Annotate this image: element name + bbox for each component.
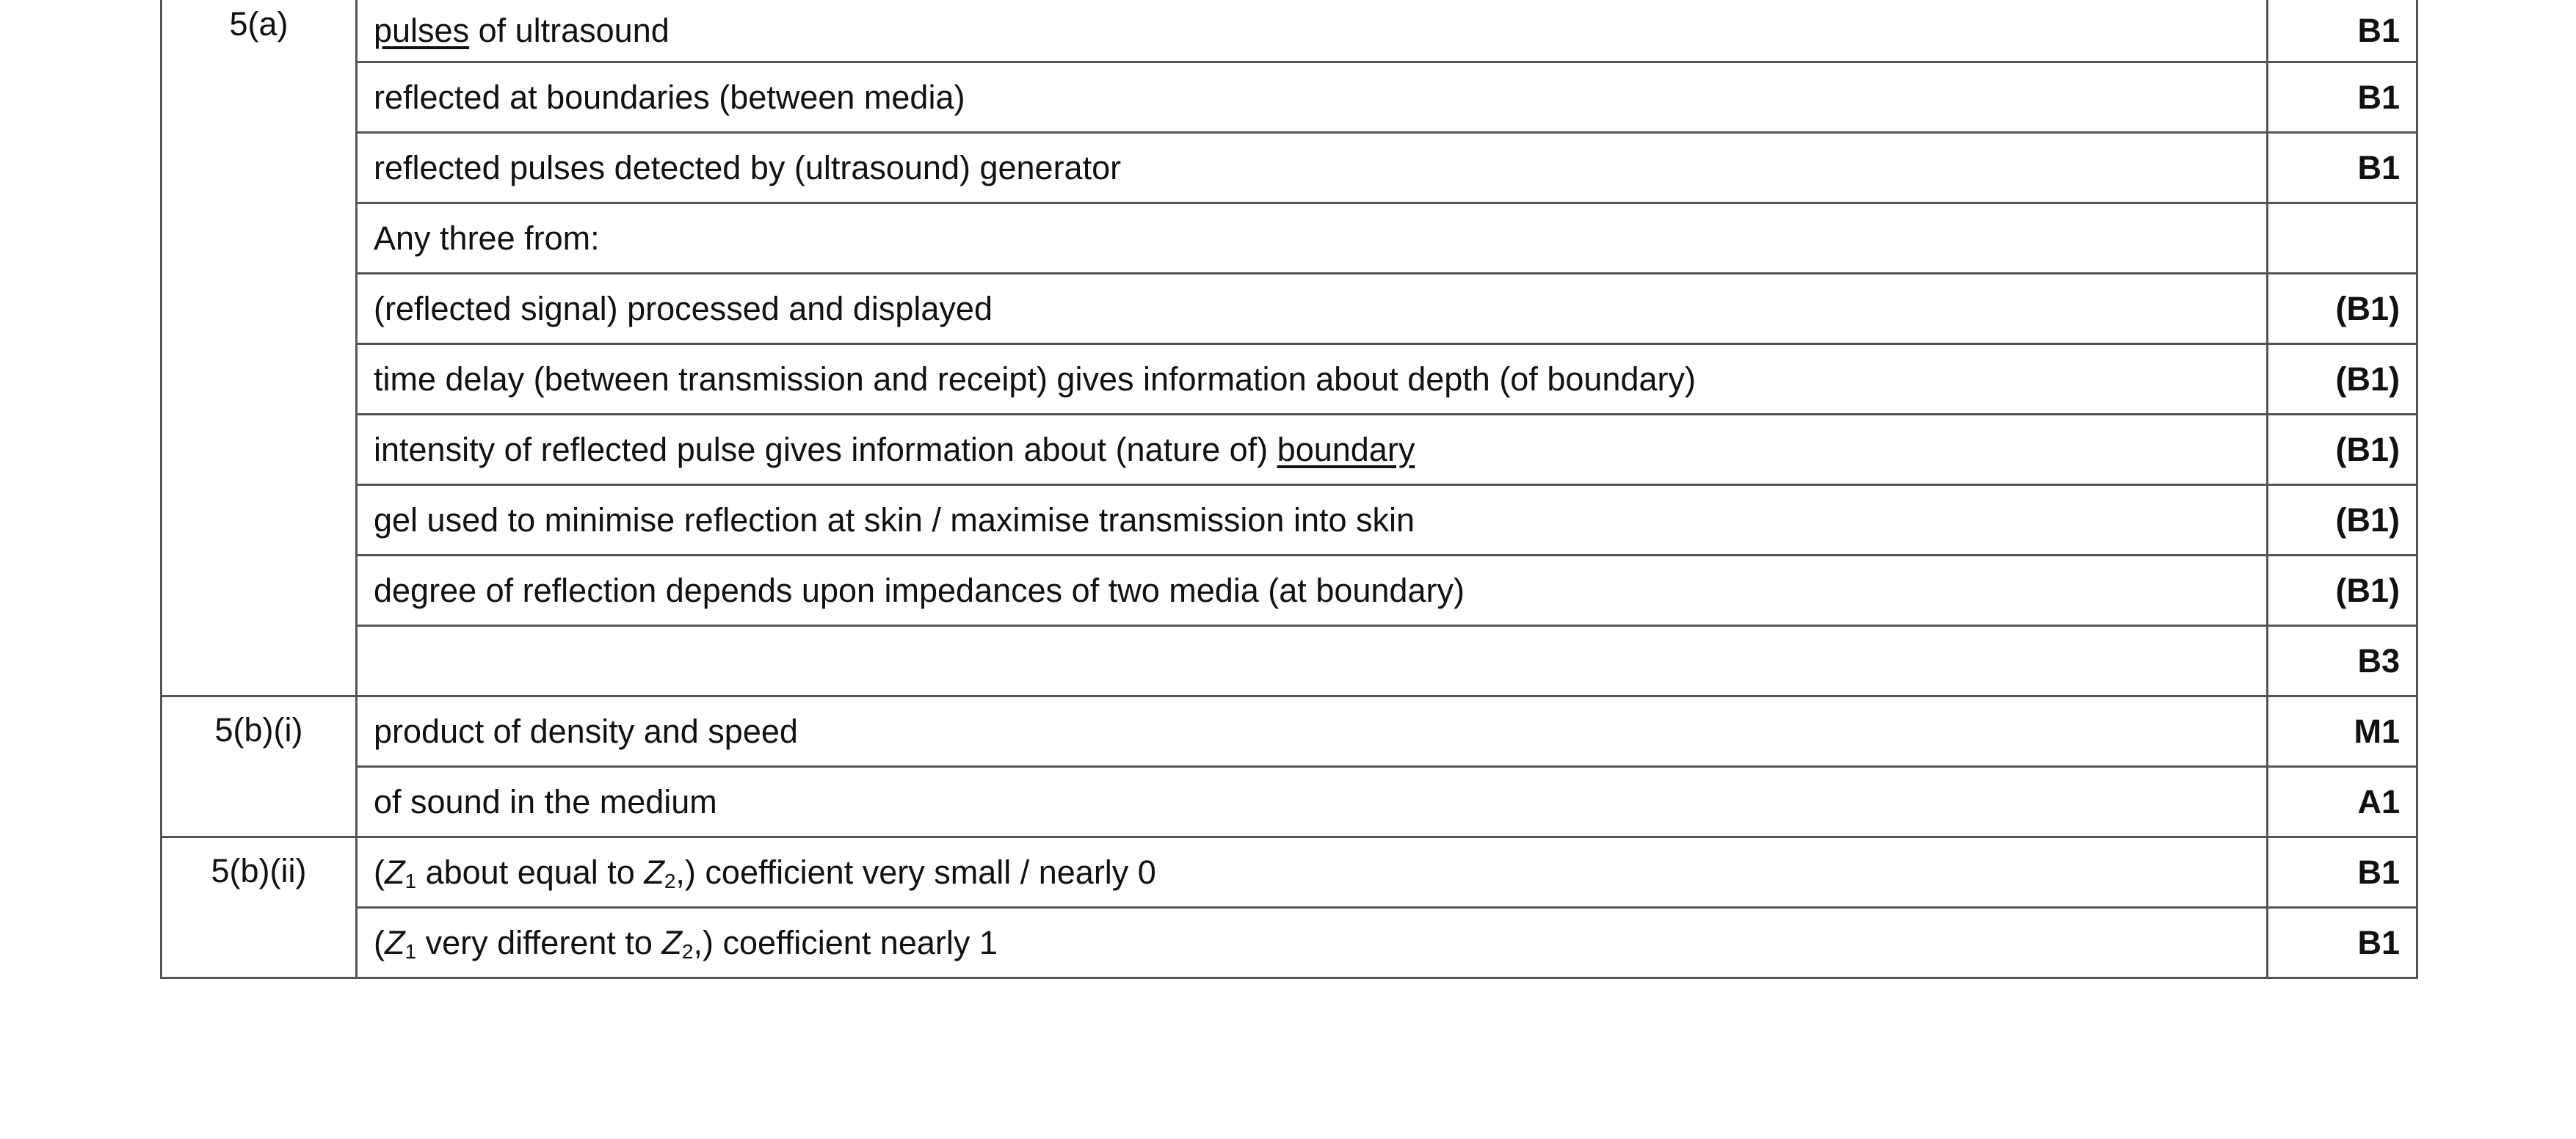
mark-code: B1 <box>2268 907 2417 978</box>
table-row <box>162 696 2417 766</box>
symbol-z: Z <box>385 923 405 961</box>
answer-fragment: ( <box>374 853 385 891</box>
table-row <box>162 62 2417 132</box>
answer-fragment: gel used to minimise reflection at skin / maximise transmission into skin <box>374 501 1415 539</box>
table-row <box>162 0 2417 62</box>
subscript: 2 <box>664 869 676 892</box>
answer-text <box>357 696 2268 766</box>
answer-text <box>357 343 2268 414</box>
table-row <box>162 625 2417 696</box>
question-number: 5(b)(ii) <box>162 837 357 978</box>
symbol-z: Z <box>644 853 664 891</box>
mark-code: B1 <box>2268 62 2417 132</box>
answer-fragment: Any three from: <box>374 219 600 257</box>
table-row <box>162 766 2417 837</box>
answer-fragment: about equal to <box>416 853 645 891</box>
symbol-z: Z <box>661 923 682 961</box>
answer-fragment: of ultrasound <box>469 11 670 49</box>
answer-fragment: very different to <box>416 923 662 961</box>
mark-code <box>2268 203 2417 273</box>
answer-text <box>357 907 2268 978</box>
table-row <box>162 203 2417 273</box>
answer-fragment: degree of reflection depends upon impedances of two media (at boundary) <box>374 571 1465 609</box>
mark-code: (B1) <box>2268 484 2417 555</box>
mark-scheme-table <box>160 0 2416 1083</box>
table-row <box>162 273 2417 343</box>
answer-text <box>357 555 2268 625</box>
mark-code: A1 <box>2268 766 2417 837</box>
answer-fragment: ,) coefficient very small / nearly 0 <box>675 853 1156 891</box>
answer-text <box>357 0 2268 62</box>
subscript: 1 <box>404 869 417 892</box>
answer-text <box>357 766 2268 837</box>
marking-table <box>160 0 2418 979</box>
answer-text <box>357 625 2268 696</box>
answer-text <box>357 203 2268 273</box>
subscript: 2 <box>681 939 694 963</box>
table-row <box>162 484 2417 555</box>
answer-fragment: ,) coefficient nearly 1 <box>693 923 998 961</box>
answer-text <box>357 837 2268 907</box>
mark-code: (B1) <box>2268 414 2417 484</box>
mark-code: B1 <box>2268 837 2417 907</box>
answer-fragment: product of density and speed <box>374 712 798 750</box>
question-number: 5(a) <box>162 0 357 696</box>
underlined-term: boundary <box>1277 430 1415 468</box>
subscript: 1 <box>404 939 417 963</box>
answer-fragment: of sound in the medium <box>374 782 717 820</box>
mark-code: B1 <box>2268 0 2417 62</box>
mark-code: (B1) <box>2268 343 2417 414</box>
answer-fragment: (reflected signal) processed and displayed <box>374 289 993 327</box>
symbol-z: Z <box>385 853 405 891</box>
table-row <box>162 343 2417 414</box>
answer-text <box>357 132 2268 203</box>
answer-fragment: time delay (between transmission and receipt) gives information about depth (of boundary) <box>374 360 1696 398</box>
answer-fragment: ( <box>374 923 385 961</box>
underlined-term: pulses <box>374 11 470 49</box>
answer-fragment: reflected at boundaries (between media) <box>374 78 965 116</box>
answer-fragment: intensity of reflected pulse gives information about (nature of) <box>374 430 1277 468</box>
mark-code: (B1) <box>2268 555 2417 625</box>
answer-fragment: reflected pulses detected by (ultrasound) generator <box>374 148 1122 186</box>
table-row <box>162 907 2417 978</box>
table-row <box>162 414 2417 484</box>
answer-text <box>357 484 2268 555</box>
mark-code: M1 <box>2268 696 2417 766</box>
answer-text <box>357 273 2268 343</box>
mark-code: B3 <box>2268 625 2417 696</box>
table-row <box>162 132 2417 203</box>
question-number: 5(b)(i) <box>162 696 357 837</box>
table-row <box>162 837 2417 907</box>
answer-text <box>357 62 2268 132</box>
mark-code: B1 <box>2268 132 2417 203</box>
answer-text <box>357 414 2268 484</box>
table-row <box>162 555 2417 625</box>
mark-code: (B1) <box>2268 273 2417 343</box>
